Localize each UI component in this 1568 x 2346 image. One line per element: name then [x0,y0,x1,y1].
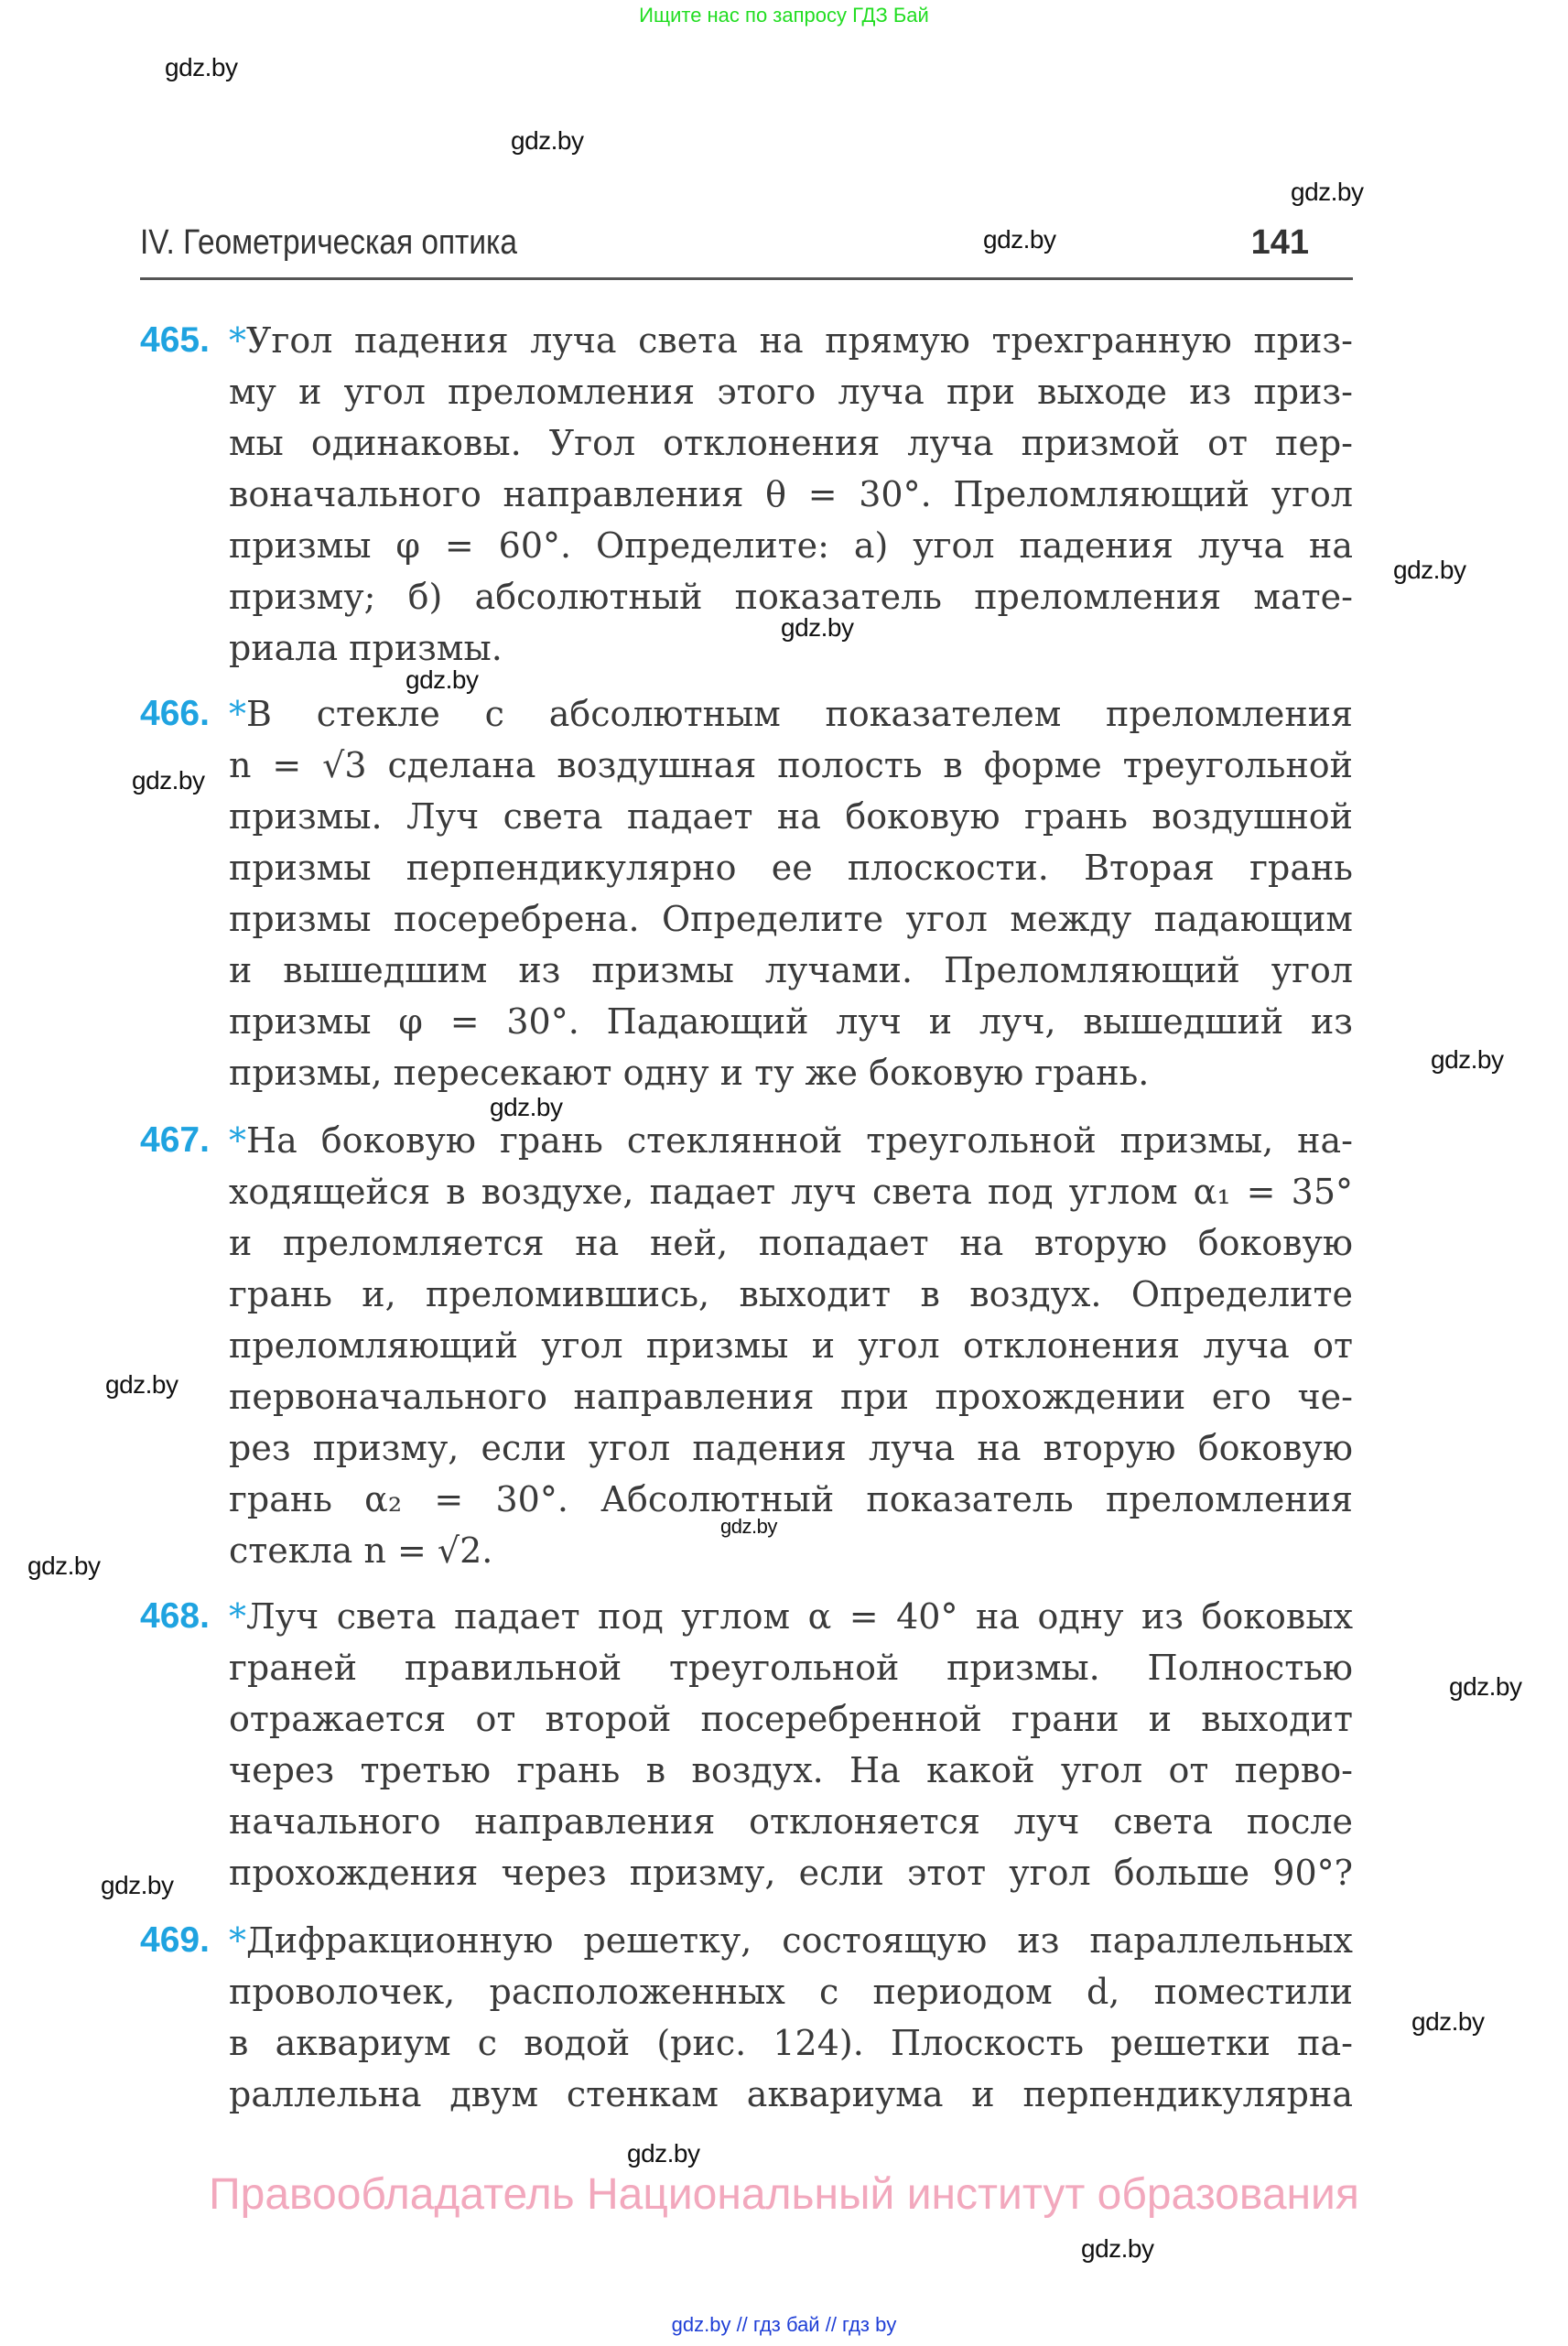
problem-text: *Луч света падает под углом α = 40° на одну из боковых граней правильной треугольной призмы. Полностью отражается от второй посеребренной грани и выходит через третью грань в воздух. На какой угол от перво- начального направления отклоняется луч света после прохождения через призму, если этот угол больше 90°? [229,1596,1353,1893]
star-marker: * [229,1596,246,1637]
watermark: gdz.by [781,613,854,642]
problem-number: 469. [140,1920,210,1960]
watermark: gdz.by [511,126,584,155]
rights-holder-notice: Правообладатель Национальный институт образования [209,2170,1359,2219]
watermark: gdz.by [406,665,479,694]
problem-text: *На боковую грань стеклянной треугольной призмы, на- ходящейся в воздухе, падает луч света под углом α₁ = 35° и преломляется на ней, попадает на вторую боковую грань и, преломившись, выходит в воздух. Определите преломляющий угол призмы и угол отклонения луча от первоначального направления при прохождении его че- рез призму, если угол падения луча на вторую боковую грань α₂ = 30°. Абсолютный показатель преломления стекла n = √2. [229,1120,1353,1571]
watermark: gdz.by [1393,556,1466,584]
watermark: gdz.by [627,2139,700,2168]
problem-number: 467. [140,1120,210,1160]
star-marker: * [229,1920,246,1961]
watermark: gdz.by [1431,1045,1504,1074]
watermark: gdz.by [1449,1672,1522,1701]
top-banner: Ищите нас по запросу ГДЗ Бай [639,4,929,27]
problem-text: *Дифракционную решетку, состоящую из параллельных проволочек, расположенных с периодом d, поместили в аквариум с водой (рис. 124). Плоскость решетки па- раллельна двум стенкам аквариума и перпендикулярна [229,1920,1353,2114]
watermark: gdz.by [132,766,205,795]
watermark: gdz.by [1291,178,1364,206]
watermark: gdz.by [1411,2007,1485,2036]
star-marker: * [229,1120,246,1161]
problem-number: 468. [140,1596,210,1636]
watermark: gdz.by [27,1551,101,1580]
page-header [140,223,1353,278]
watermark: gdz.by [720,1515,777,1538]
star-marker: * [229,694,246,734]
footer-links[interactable]: gdz.by // гдз бай // гдз by [671,2313,897,2336]
star-marker: * [229,320,246,361]
problem-text: *В стекле с абсолютным показателем преломления n = √3 сделана воздушная полость в форме треугольной призмы. Луч света падает на боковую грань воздушной призмы перпендикулярно ее плоскости. Вторая грань призмы посеребрена. Определите угол между падающим и вышедшим из призмы лучами. Преломляющий угол призмы φ = 30°. Падающий луч и луч, вышедший из призмы, пересекают одну и ту же боковую грань. [229,694,1353,1093]
problem-number: 465. [140,320,210,360]
problem-text: *Угол падения луча света на прямую трехгранную приз- му и угол преломления этого луча при выходе из приз- мы одинаковы. Угол отклонения луча призмой от пер- воначального направления θ = 30°. Преломляющий угол призмы φ = 60°. Определите: а) угол падения луча на призму; б) абсолютный показатель преломления мате- риала призмы. [229,320,1353,668]
watermark: gdz.by [983,225,1056,254]
page-number: 141 [1250,223,1309,262]
problem-number: 466. [140,694,210,733]
watermark: gdz.by [165,53,238,81]
section-title: IV. Геометрическая оптика [140,223,518,262]
watermark: gdz.by [490,1093,563,1121]
watermark: gdz.by [105,1370,178,1399]
header-divider [140,277,1353,280]
watermark: gdz.by [101,1871,174,1899]
watermark: gdz.by [1081,2234,1154,2263]
